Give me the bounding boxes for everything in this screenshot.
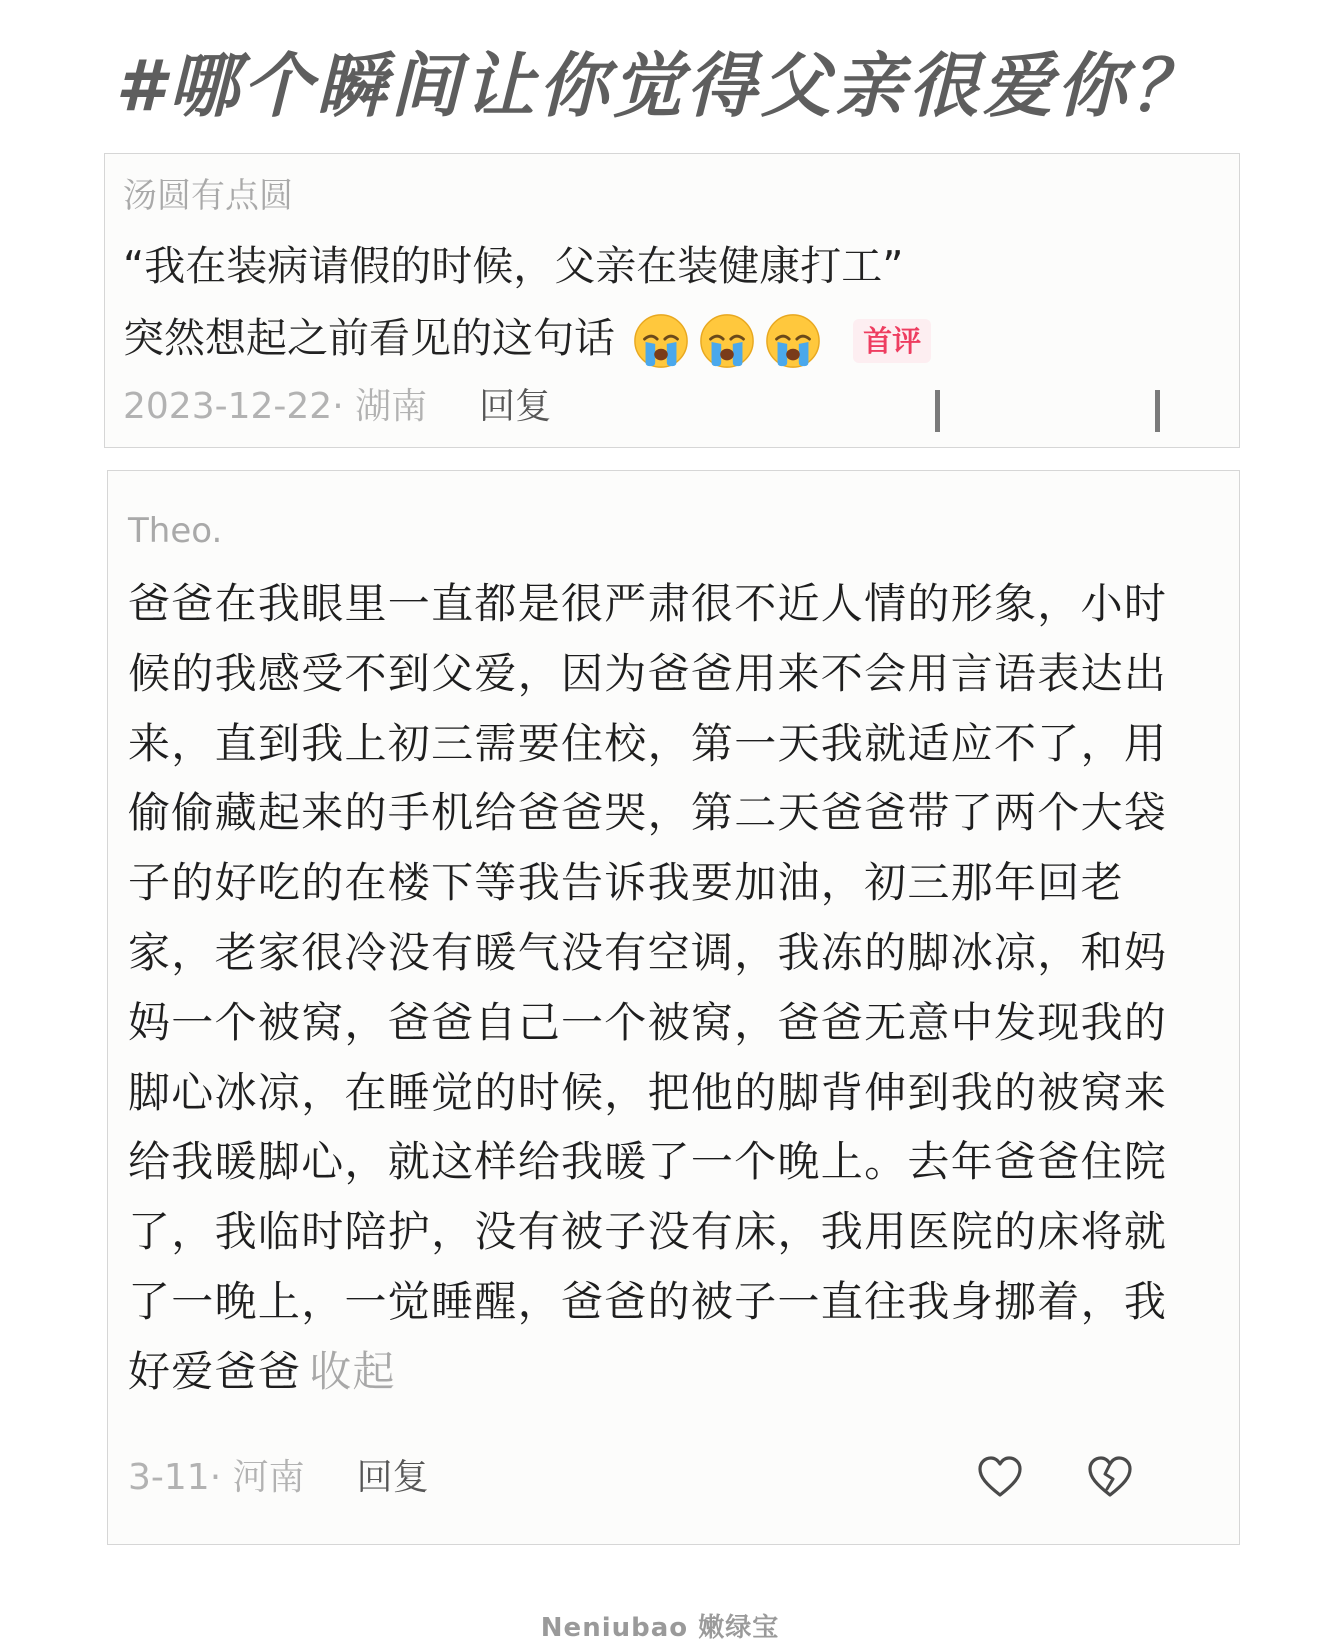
- comment-username[interactable]: 汤圆有点圆: [123, 176, 293, 216]
- reply-button[interactable]: 回复: [356, 1457, 429, 1498]
- comment-card-2: [107, 470, 1240, 1545]
- comment-text-line: 给我暖脚心，就这样给我暖了一个晚上。去年爸爸住院: [128, 1137, 1168, 1187]
- comment-text-line: 偷偷藏起来的手机给爸爸哭，第二天爸爸带了两个大袋: [128, 788, 1168, 838]
- crying-face-icon: [764, 312, 822, 370]
- comment-text-line: 家，老家很冷没有暖气没有空调，我冻的脚冰凉，和妈: [128, 927, 1168, 977]
- comment-meta: [123, 382, 551, 432]
- comment-text-line-with-emoji: [123, 308, 931, 370]
- comment-text-line: 候的我感受不到父爱，因为爸爸用来不会用言语表达出: [128, 648, 1168, 698]
- reply-button[interactable]: 回复: [479, 386, 552, 427]
- comment-last-line: [128, 1337, 1218, 1407]
- comment-text: 好爱爸爸: [128, 1346, 302, 1396]
- page-title: #哪个瞬间让你觉得父亲很爱你？: [115, 45, 1205, 127]
- comment-text-line: 子的好吃的在楼下等我告诉我要加油，初三那年回老: [128, 858, 1124, 908]
- comment-username[interactable]: Theo.: [128, 511, 223, 551]
- comment-text-line: 来，直到我上初三需要住校，第一天我就适应不了，用: [128, 718, 1168, 768]
- crying-face-icon: [698, 312, 756, 370]
- comment-date-location: 3-11· 河南: [128, 1457, 305, 1498]
- collapse-button[interactable]: 收起: [309, 1346, 396, 1396]
- comment-text-line: 了一晚上，一觉睡醒，爸爸的被子一直往我身挪着，我: [128, 1276, 1168, 1326]
- comment-card-1: [104, 153, 1240, 448]
- comment-text-line: 了，我临时陪护，没有被子没有床，我用医院的床将就: [128, 1207, 1168, 1257]
- action-divider: [935, 390, 940, 432]
- first-comment-badge: 首评: [853, 319, 931, 363]
- comment-text-line: 妈一个被窝，爸爸自己一个被窝，爸爸无意中发现我的: [128, 997, 1168, 1047]
- comment-text: 突然想起之前看见的这句话: [123, 314, 615, 362]
- comment-text-line: “我在装病请假的时候，父亲在装健康打工”: [123, 242, 904, 290]
- heart-outline-icon[interactable]: [976, 1453, 1024, 1501]
- comment-text-line: 爸爸在我眼里一直都是很严肃很不近人情的形象，小时: [128, 579, 1168, 628]
- action-divider: [1155, 390, 1160, 432]
- watermark-logo: Neniubao 嫩绿宝: [540, 1613, 780, 1643]
- comment-body: [128, 569, 1218, 1407]
- emoji-group: [632, 312, 830, 370]
- crying-face-icon: [632, 312, 690, 370]
- comment-date-location: 2023-12-22· 湖南: [123, 386, 428, 427]
- comment-meta: [128, 1453, 429, 1503]
- broken-heart-icon[interactable]: [1086, 1453, 1134, 1501]
- comment-text-line: 脚心冰凉，在睡觉的时候，把他的脚背伸到我的被窝来: [128, 1067, 1168, 1117]
